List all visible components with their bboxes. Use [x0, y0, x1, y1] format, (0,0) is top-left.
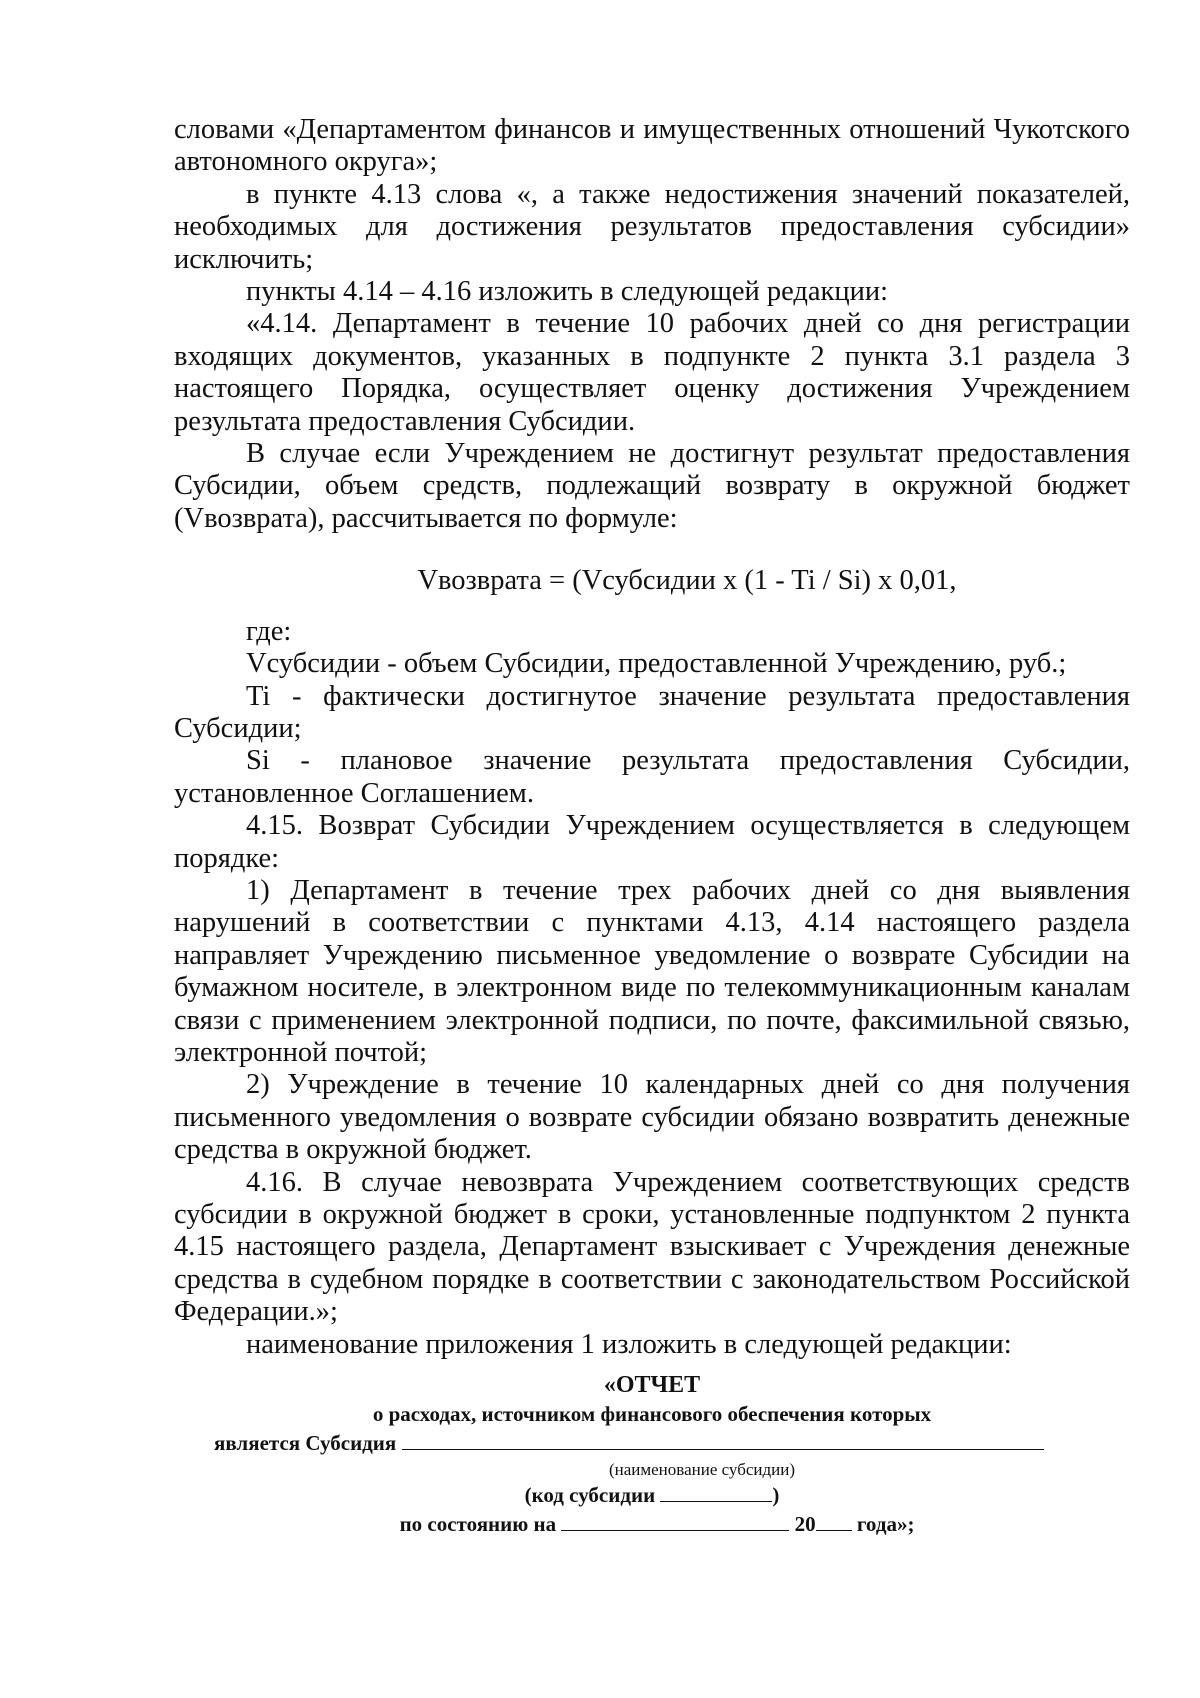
- document-page: [174, 114, 1130, 1539]
- subsidy-code-line: [174, 1481, 1130, 1510]
- subsidy-name-blank: [402, 1429, 1044, 1450]
- paragraph: словами «Департаментом финансов и имущественных отношений Чукотского автономного округа»;: [174, 114, 1130, 178]
- year-suffix: года»;: [856, 1512, 915, 1537]
- paragraph: «4.14. Департамент в течение 10 рабочих дней со дня регистрации входящих документов, указанных в подпункте 2 пункта 3.1 раздела 3 настоящего Порядка, осуществляет оценку достижения Учреждением результата предоставления Субсидии.: [174, 308, 1130, 437]
- paragraph: где:: [246, 615, 292, 647]
- date-blank: [561, 1510, 789, 1531]
- paragraph: наименование приложения 1 изложить в следующей редакции:: [246, 1328, 1012, 1360]
- formula: Vвозврата = (Vсубсидии x (1 - Ti / Si) x 0,01,: [417, 565, 957, 597]
- date-label: по состоянию на: [399, 1512, 557, 1537]
- report-date-line: [174, 1510, 1130, 1539]
- paragraph: 1) Департамент в течение трех рабочих дней со дня выявления нарушений в соответствии с пунктами 4.13, 4.14 настоящего раздела направляет Учреждению письменное уведомление о возврате Субсидии на бумажном носителе, в электронном виде по телекоммуникационным каналам связи с применением электронной подписи, по почте, факсимильной связью, электронной почтой;: [174, 874, 1130, 1068]
- paragraph: в пункте 4.13 слова «, а также недостижения значений показателей, необходимых для достижения результатов предоставления субсидии» исключить;: [174, 178, 1130, 275]
- paragraph: Vсубсидии - объем Субсидии, предоставленной Учреждению, руб.;: [246, 648, 1067, 680]
- paragraph: 2) Учреждение в течение 10 календарных дней со дня получения письменного уведомления о возврате субсидии обязано возвратить денежные средства в окружной бюджет.: [174, 1069, 1130, 1166]
- year-blank: [816, 1510, 852, 1531]
- report-subtitle: о расходах, источником финансового обеспечения которых: [372, 1402, 932, 1427]
- subsidy-label: является Субсидия: [214, 1431, 397, 1456]
- subsidy-code-blank: [660, 1481, 772, 1502]
- subsidy-code-label: (код субсидии: [524, 1483, 656, 1508]
- year-prefix: 20: [794, 1512, 816, 1537]
- subsidy-code-close: ): [772, 1483, 780, 1508]
- subsidy-name-caption: (наименование субсидии): [608, 1460, 796, 1480]
- paragraph: Si - плановое значение результата предоставления Субсидии, установленное Соглашением.: [174, 745, 1130, 809]
- report-subsidy-line: [174, 1429, 1130, 1458]
- paragraph: 4.16. В случае невозврата Учреждением соответствующих средств субсидии в окружной бюджет в сроки, установленные подпунктом 2 пункта 4.15 настоящего раздела, Департамент взыскивает с Учреждения денежные средства в судебном порядке в соответствии с законодательством Российской Федерации.»;: [174, 1166, 1130, 1328]
- report-heading: [174, 1371, 1130, 1539]
- paragraph: Ti - фактически достигнутое значение результата предоставления Субсидии;: [174, 680, 1130, 744]
- report-title: «ОТЧЕТ: [603, 1372, 701, 1399]
- paragraph: В случае если Учреждением не достигнут результат предоставления Субсидии, объем средств, подлежащий возврату в окружной бюджет (Vвозврата), рассчитывается по формуле:: [174, 438, 1130, 534]
- paragraph: 4.15. Возврат Субсидии Учреждением осуществляется в следующем порядке:: [174, 810, 1130, 874]
- paragraph: пункты 4.14 – 4.16 изложить в следующей редакции:: [246, 276, 889, 308]
